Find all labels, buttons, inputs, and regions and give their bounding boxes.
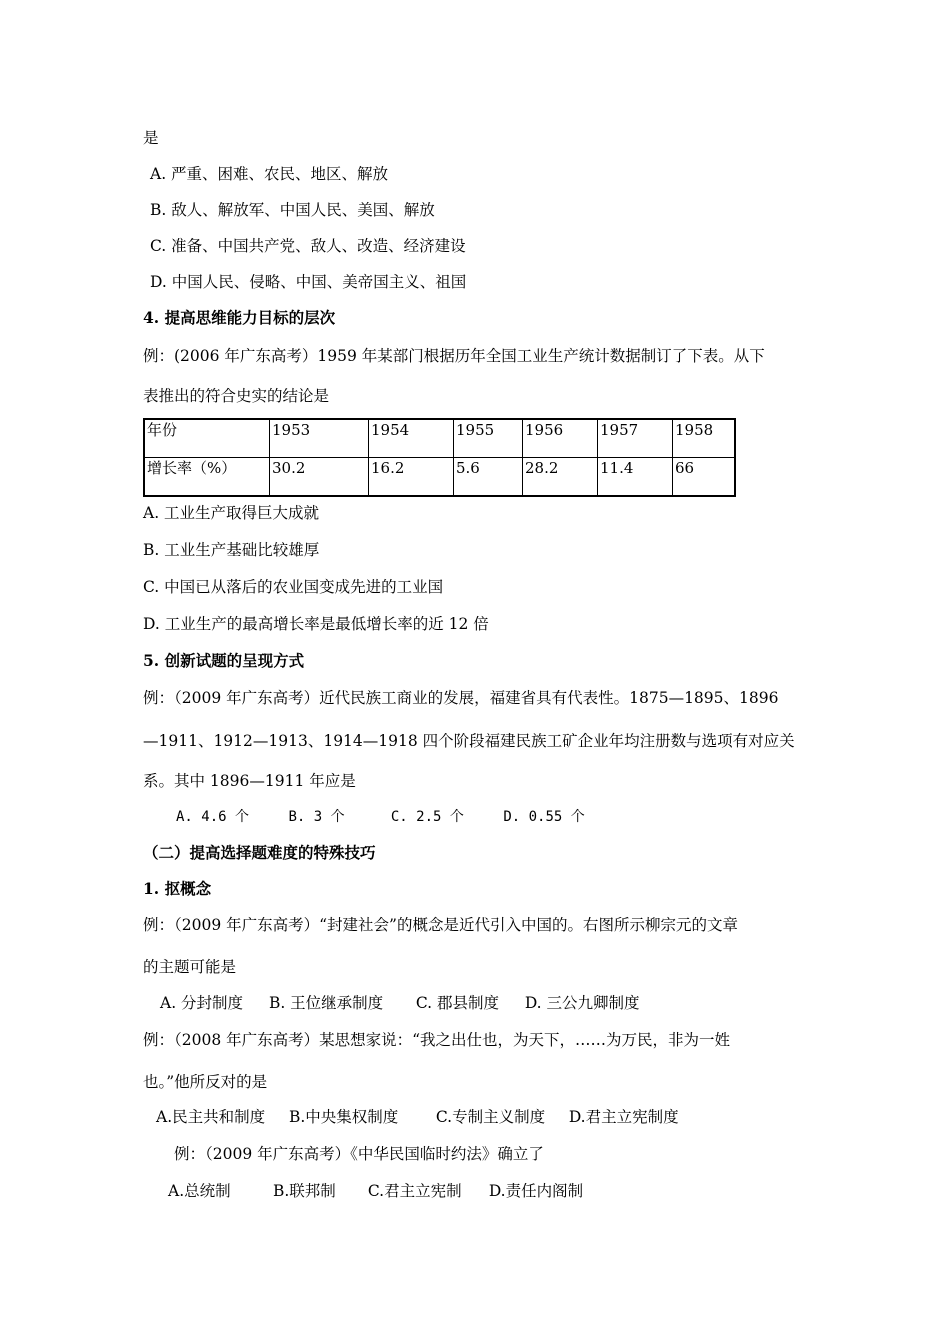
section-4-example-line-2: 表推出的符合史实的结论是: [143, 387, 330, 405]
part-2-heading: （二）提高选择题难度的特殊技巧: [143, 843, 376, 862]
table-row: [144, 419, 735, 458]
example-1-line-1: 例：（2009 年广东高考）“封建社会”的概念是近代引入中国的。右图所示柳宗元的文章: [143, 916, 738, 934]
section-5-option-c: C. 2.5 个: [390, 809, 464, 825]
example-2-option-a: A.民主共和制度: [156, 1108, 266, 1126]
q3-option-d: D. 中国人民、侵略、中国、美帝国主义、祖国: [150, 273, 467, 291]
example-2-option-b: B.中央集权制度: [288, 1108, 399, 1126]
example-1-option-c: C. 郡县制度: [415, 994, 500, 1012]
example-1-options: [160, 993, 640, 1013]
section-5-heading: 5. 创新试题的呈现方式: [143, 651, 305, 670]
section-5-example-line-3: 系。其中 1896—1911 年应是: [143, 772, 356, 790]
example-1-option-d: D. 三公九卿制度: [524, 994, 640, 1012]
section-4-example-line-1: 例：(2006 年广东高考）1959 年某部门根据历年全国工业生产统计数据制订了下表。从下: [143, 347, 765, 365]
subsection-1-heading: 1. 抠概念: [143, 879, 212, 898]
table-cell: 1956: [523, 419, 598, 458]
table-cell: 1955: [454, 419, 523, 458]
q3-option-b: B. 敌人、解放军、中国人民、美国、解放: [150, 201, 435, 219]
table-header-year: 年份: [144, 419, 270, 458]
section-5-option-b: B. 3 个: [288, 809, 345, 825]
section-4-option-b: B. 工业生产基础比较雄厚: [143, 541, 320, 559]
table-cell: 30.2: [270, 458, 369, 497]
section-4-heading: 4. 提高思维能力目标的层次: [143, 308, 336, 327]
section-5-example-line-1: 例：（2009 年广东高考）近代民族工商业的发展，福建省具有代表性。1875—1895、1896: [143, 689, 779, 707]
section-5-options: [176, 807, 585, 827]
table-cell: 1958: [673, 419, 736, 458]
q3-option-c: C. 准备、中国共产党、敌人、改造、经济建设: [150, 237, 466, 255]
example-2-option-c: C.专制主义制度: [435, 1108, 546, 1126]
example-2-line-1: 例：（2008 年广东高考）某思想家说：“我之出仕也，为天下，……为万民，非为一姓: [143, 1031, 731, 1049]
table-cell: 1957: [598, 419, 673, 458]
example-1-line-2: 的主题可能是: [143, 958, 237, 976]
example-2-line-2: 也。”他所反对的是: [143, 1073, 268, 1091]
table-header-growth-rate: 增长率（%）: [144, 458, 270, 497]
table-cell: 5.6: [454, 458, 523, 497]
section-5-option-a: A. 4.6 个: [176, 809, 250, 825]
section-4-option-c: C. 中国已从落后的农业国变成先进的工业国: [143, 578, 444, 596]
example-3-line-1: 例：（2009 年广东高考）《中华民国临时约法》确立了: [174, 1145, 544, 1163]
table-cell: 28.2: [523, 458, 598, 497]
example-1-option-b: B. 王位继承制度: [268, 994, 384, 1012]
example-2-option-d: D.君主立宪制度: [568, 1108, 679, 1126]
q3-tail: 是: [143, 129, 159, 147]
table-cell: 1954: [369, 419, 454, 458]
q3-option-a: A. 严重、困难、农民、地区、解放: [150, 165, 389, 183]
example-3-option-b: B.联邦制: [272, 1182, 336, 1200]
example-3-option-d: D.责任内阁制: [488, 1182, 584, 1200]
example-3-option-c: C.君主立宪制: [367, 1182, 462, 1200]
growth-rate-table: [143, 418, 736, 497]
table-cell: 66: [673, 458, 736, 497]
table-cell: 1953: [270, 419, 369, 458]
section-4-option-d: D. 工业生产的最高增长率是最低增长率的近 12 倍: [143, 615, 489, 633]
example-3-options: [168, 1181, 583, 1201]
section-4-option-a: A. 工业生产取得巨大成就: [143, 504, 320, 522]
table-row: [144, 458, 735, 497]
section-5-example-line-2: —1911、1912—1913、1914—1918 四个阶段福建民族工矿企业年均注册数与选项有对应关: [143, 732, 795, 750]
table-cell: 11.4: [598, 458, 673, 497]
section-5-option-d: D. 0.55 个: [503, 809, 585, 825]
table-cell: 16.2: [369, 458, 454, 497]
example-1-option-a: A. 分封制度: [160, 994, 244, 1012]
example-2-options: [156, 1107, 679, 1127]
example-3-option-a: A.总统制: [168, 1182, 231, 1200]
